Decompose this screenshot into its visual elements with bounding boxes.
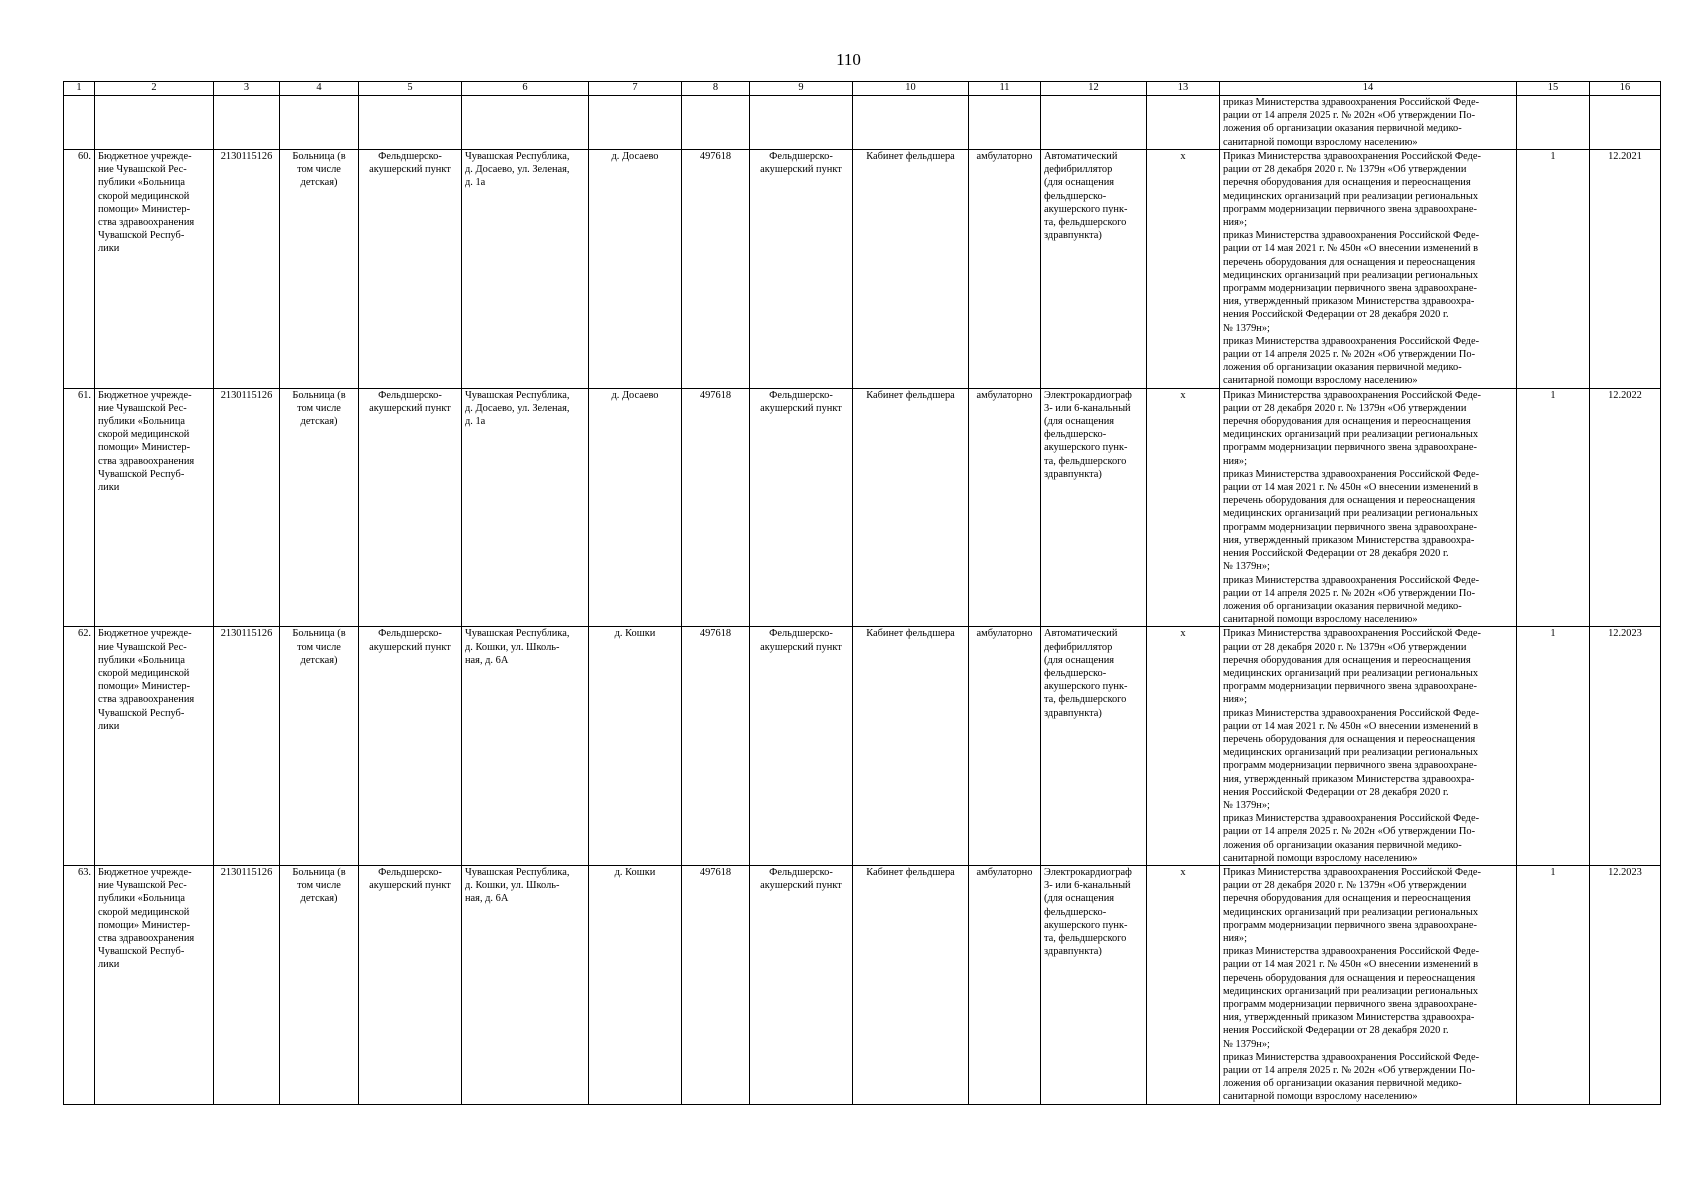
row-number: 61. — [64, 388, 95, 627]
settlement: д. Досаево — [589, 150, 682, 389]
organization-name: Бюджетное учрежде- ние Чувашской Рес- публики «Больница скорой медицинской помощи» Министер- ства здравоохранения Чувашской Респуб- лики — [95, 388, 214, 627]
continuation-row — [64, 96, 1661, 150]
column-number: 7 — [589, 82, 682, 96]
settlement: д. Кошки — [589, 627, 682, 866]
delivery-date: 12.2023 — [1590, 865, 1661, 1104]
organization-name: Бюджетное учрежде- ние Чувашской Рес- публики «Больница скорой медицинской помощи» Министер- ства здравоохранения Чувашской Респуб- лики — [95, 150, 214, 389]
legal-basis: Приказ Министерства здравоохранения Российской Феде- рации от 28 декабря 2020 г. № 1379н «Об утверждении перечня оборудования для оснащения и переоснащения медицинских организаций при реализации региональных программ модернизации первичного звена здравоохране- ния»; приказ Министерства здравоохранения Российской Феде- рации от 14 мая 2021 г. № 450н «О внесении изменений в перечень оборудования для оснащения и переоснащения медицинских организаций при реализации региональных программ модернизации первичного звена здравоохране- ния, утвержденный приказом Министерства здравоохра- нения Российской Федерации от 28 декабря 2020 г. № 1379н»; приказ Министерства здравоохранения Российской Феде- рации от 14 апреля 2025 г. № 202н «Об утверждении По- ложения об организации оказания первичной медико- санитарной помощи взрослому населению» — [1220, 150, 1517, 389]
care-conditions: амбулаторно — [969, 150, 1041, 389]
mark: x — [1147, 627, 1220, 866]
column-number: 5 — [359, 82, 462, 96]
care-conditions: амбулаторно — [969, 627, 1041, 866]
mark: x — [1147, 388, 1220, 627]
table-row — [64, 865, 1661, 1104]
room: Кабинет фельдшера — [853, 388, 969, 627]
equipment-name: Автоматический дефибриллятор (для оснащения фельдшерско- акушерского пунк- та, фельдшерского здравпункта) — [1041, 150, 1147, 389]
structural-unit: Фельдшерско- акушерский пункт — [359, 865, 462, 1104]
legal-basis: Приказ Министерства здравоохранения Российской Феде- рации от 28 декабря 2020 г. № 1379н «Об утверждении перечня оборудования для оснащения и переоснащения медицинских организаций при реализации региональных программ модернизации первичного звена здравоохране- ния»; приказ Министерства здравоохранения Российской Феде- рации от 14 мая 2021 г. № 450н «О внесении изменений в перечень оборудования для оснащения и переоснащения медицинских организаций при реализации региональных программ модернизации первичного звена здравоохране- ния, утвержденный приказом Министерства здравоохра- нения Российской Федерации от 28 декабря 2020 г. № 1379н»; приказ Министерства здравоохранения Российской Феде- рации от 14 апреля 2025 г. № 202н «Об утверждении По- ложения об организации оказания первичной медико- санитарной помощи взрослому населению» — [1220, 865, 1517, 1104]
column-number: 2 — [95, 82, 214, 96]
equipment-name: Электрокардиограф 3- или 6-канальный (для оснащения фельдшерско- акушерского пунк- та, фельдшерского здравпункта) — [1041, 388, 1147, 627]
care-conditions: амбулаторно — [969, 865, 1041, 1104]
column-number: 6 — [462, 82, 589, 96]
oktmo-code: 497618 — [682, 150, 750, 389]
address: Чувашская Республика, д. Кошки, ул. Школь- ная, д. 6А — [462, 865, 589, 1104]
quantity: 1 — [1517, 150, 1590, 389]
row-number: 60. — [64, 150, 95, 389]
organization-code: 2130115126 — [214, 865, 280, 1104]
subunit: Фельдшерско- акушерский пункт — [750, 865, 853, 1104]
care-conditions: амбулаторно — [969, 388, 1041, 627]
column-number: 3 — [214, 82, 280, 96]
oktmo-code: 497618 — [682, 627, 750, 866]
mark: x — [1147, 865, 1220, 1104]
structural-unit: Фельдшерско- акушерский пункт — [359, 150, 462, 389]
subunit: Фельдшерско- акушерский пункт — [750, 150, 853, 389]
table-row — [64, 388, 1661, 627]
address: Чувашская Республика, д. Досаево, ул. Зеленая, д. 1а — [462, 388, 589, 627]
legal-basis: Приказ Министерства здравоохранения Российской Феде- рации от 28 декабря 2020 г. № 1379н «Об утверждении перечня оборудования для оснащения и переоснащения медицинских организаций при реализации региональных программ модернизации первичного звена здравоохране- ния»; приказ Министерства здравоохранения Российской Феде- рации от 14 мая 2021 г. № 450н «О внесении изменений в перечень оборудования для оснащения и переоснащения медицинских организаций при реализации региональных программ модернизации первичного звена здравоохране- ния, утвержденный приказом Министерства здравоохра- нения Российской Федерации от 28 декабря 2020 г. № 1379н»; приказ Министерства здравоохранения Российской Феде- рации от 14 апреля 2025 г. № 202н «Об утверждении По- ложения об организации оказания первичной медико- санитарной помощи взрослому населению» — [1220, 627, 1517, 866]
table-body — [64, 82, 1661, 1105]
quantity: 1 — [1517, 627, 1590, 866]
legal-basis: Приказ Министерства здравоохранения Российской Феде- рации от 28 декабря 2020 г. № 1379н «Об утверждении перечня оборудования для оснащения и переоснащения медицинских организаций при реализации региональных программ модернизации первичного звена здравоохране- ния»; приказ Министерства здравоохранения Российской Феде- рации от 14 мая 2021 г. № 450н «О внесении изменений в перечень оборудования для оснащения и переоснащения медицинских организаций при реализации региональных программ модернизации первичного звена здравоохране- ния, утвержденный приказом Министерства здравоохра- нения Российской Федерации от 28 декабря 2020 г. № 1379н»; приказ Министерства здравоохранения Российской Феде- рации от 14 апреля 2025 г. № 202н «Об утверждении По- ложения об организации оказания первичной медико- санитарной помощи взрослому населению» — [1220, 388, 1517, 627]
room: Кабинет фельдшера — [853, 865, 969, 1104]
column-number: 12 — [1041, 82, 1147, 96]
structural-unit: Фельдшерско- акушерский пункт — [359, 627, 462, 866]
column-number: 15 — [1517, 82, 1590, 96]
column-number: 1 — [64, 82, 95, 96]
address: Чувашская Республика, д. Кошки, ул. Школь- ная, д. 6А — [462, 627, 589, 866]
row-number: 63. — [64, 865, 95, 1104]
organization-code: 2130115126 — [214, 627, 280, 866]
column-number: 8 — [682, 82, 750, 96]
table-row — [64, 150, 1661, 389]
equipment-table — [63, 81, 1661, 1105]
quantity: 1 — [1517, 865, 1590, 1104]
settlement: д. Досаево — [589, 388, 682, 627]
oktmo-code: 497618 — [682, 865, 750, 1104]
column-number: 16 — [1590, 82, 1661, 96]
oktmo-code: 497618 — [682, 388, 750, 627]
legal-basis-continuation: приказ Министерства здравоохранения Российской Феде- рации от 14 апреля 2025 г. № 202н «Об утверждении По- ложения об организации оказания первичной медико- санитарной помощи взрослому населению» — [1220, 96, 1517, 150]
column-number: 14 — [1220, 82, 1517, 96]
equipment-name: Электрокардиограф 3- или 6-канальный (для оснащения фельдшерско- акушерского пунк- та, фельдшерского здравпункта) — [1041, 865, 1147, 1104]
column-number: 13 — [1147, 82, 1220, 96]
organization-type: Больница (в том числе детская) — [280, 627, 359, 866]
equipment-name: Автоматический дефибриллятор (для оснащения фельдшерско- акушерского пунк- та, фельдшерского здравпункта) — [1041, 627, 1147, 866]
table-row — [64, 627, 1661, 866]
column-number-row — [64, 82, 1661, 96]
column-number: 4 — [280, 82, 359, 96]
room: Кабинет фельдшера — [853, 150, 969, 389]
mark: x — [1147, 150, 1220, 389]
organization-name: Бюджетное учрежде- ние Чувашской Рес- публики «Больница скорой медицинской помощи» Министер- ства здравоохранения Чувашской Респуб- лики — [95, 627, 214, 866]
organization-type: Больница (в том числе детская) — [280, 388, 359, 627]
column-number: 10 — [853, 82, 969, 96]
organization-type: Больница (в том числе детская) — [280, 150, 359, 389]
organization-name: Бюджетное учрежде- ние Чувашской Рес- публики «Больница скорой медицинской помощи» Министер- ства здравоохранения Чувашской Респуб- лики — [95, 865, 214, 1104]
organization-code: 2130115126 — [214, 388, 280, 627]
delivery-date: 12.2021 — [1590, 150, 1661, 389]
address: Чувашская Республика, д. Досаево, ул. Зеленая, д. 1а — [462, 150, 589, 389]
column-number: 9 — [750, 82, 853, 96]
subunit: Фельдшерско- акушерский пункт — [750, 627, 853, 866]
row-number: 62. — [64, 627, 95, 866]
structural-unit: Фельдшерско- акушерский пункт — [359, 388, 462, 627]
organization-code: 2130115126 — [214, 150, 280, 389]
room: Кабинет фельдшера — [853, 627, 969, 866]
quantity: 1 — [1517, 388, 1590, 627]
delivery-date: 12.2022 — [1590, 388, 1661, 627]
organization-type: Больница (в том числе детская) — [280, 865, 359, 1104]
delivery-date: 12.2023 — [1590, 627, 1661, 866]
subunit: Фельдшерско- акушерский пункт — [750, 388, 853, 627]
column-number: 11 — [969, 82, 1041, 96]
settlement: д. Кошки — [589, 865, 682, 1104]
page-number: 110 — [836, 50, 861, 69]
